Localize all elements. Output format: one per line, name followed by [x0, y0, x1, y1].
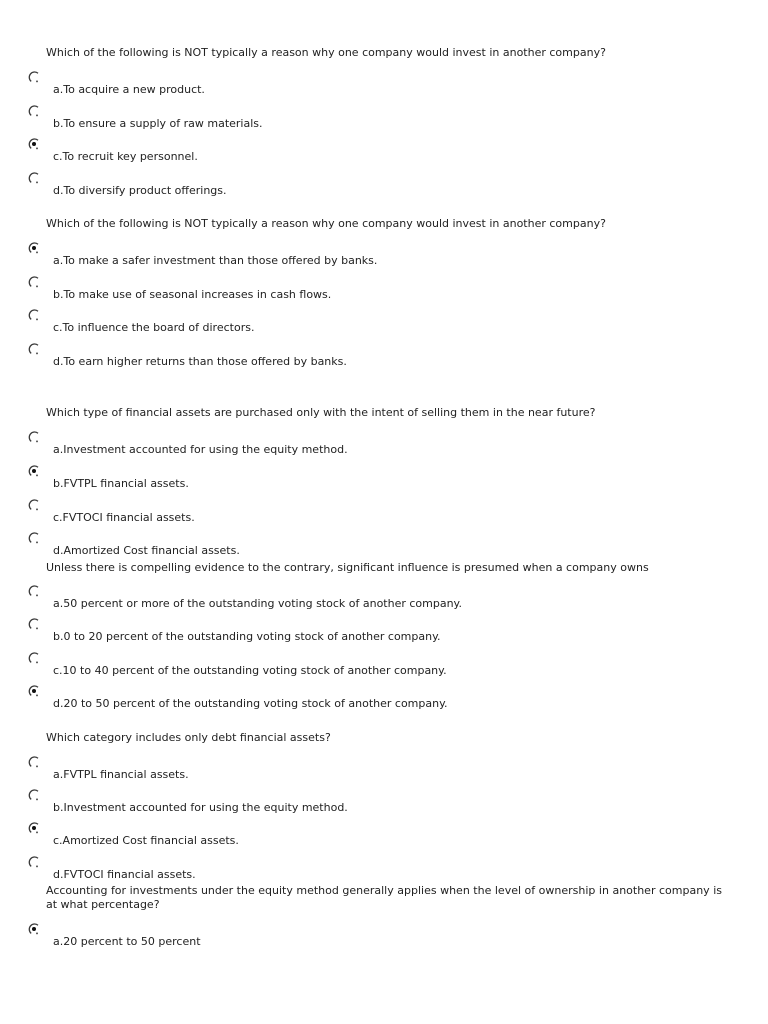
answer-option-label: c.10 to 40 percent of the outstanding voting stock of another company.	[53, 664, 447, 677]
answer-option[interactable]	[0, 531, 768, 565]
answer-option-label: a.Investment accounted for using the equity method.	[53, 443, 348, 456]
question-text: Unless there is compelling evidence to the contrary, significant influence is presumed when a company owns	[46, 561, 649, 574]
question-text: Which type of financial assets are purchased only with the intent of selling them in the near future?	[46, 406, 596, 419]
answer-option[interactable]	[0, 755, 768, 789]
answer-option[interactable]	[0, 342, 768, 376]
answer-option[interactable]	[0, 617, 768, 651]
radio-dot	[32, 469, 36, 473]
radio-button[interactable]	[27, 684, 41, 698]
answer-option-label: a.50 percent or more of the outstanding voting stock of another company.	[53, 597, 462, 610]
answer-option[interactable]	[0, 137, 768, 171]
radio-button[interactable]	[27, 821, 41, 835]
radio-button[interactable]	[27, 241, 41, 255]
answer-option-label: a.To make a safer investment than those offered by banks.	[53, 254, 378, 267]
answer-option-label: b.0 to 20 percent of the outstanding voting stock of another company.	[53, 630, 441, 643]
radio-dot	[32, 689, 36, 693]
answer-option[interactable]	[0, 922, 768, 956]
answer-option[interactable]	[0, 171, 768, 205]
radio-button[interactable]	[27, 104, 41, 118]
question-text: Which of the following is NOT typically a reason why one company would invest in another company?	[46, 217, 606, 230]
answer-option-label: b.To ensure a supply of raw materials.	[53, 117, 263, 130]
answer-option[interactable]	[0, 275, 768, 309]
radio-button[interactable]	[27, 275, 41, 289]
answer-option[interactable]	[0, 584, 768, 618]
answer-option-label: c.FVTOCI financial assets.	[53, 511, 195, 524]
answer-option[interactable]	[0, 651, 768, 685]
radio-dot	[32, 246, 36, 250]
radio-button[interactable]	[27, 308, 41, 322]
answer-option-label: b.FVTPL financial assets.	[53, 477, 189, 490]
answer-option[interactable]	[0, 70, 768, 104]
answer-option-label: b.To make use of seasonal increases in cash flows.	[53, 288, 332, 301]
answer-option-label: d.FVTOCI financial assets.	[53, 868, 196, 881]
answer-option[interactable]	[0, 821, 768, 855]
radio-dot	[32, 826, 36, 830]
answer-option-label: d.To earn higher returns than those offered by banks.	[53, 355, 347, 368]
answer-option[interactable]	[0, 498, 768, 532]
answer-option-label: d.Amortized Cost financial assets.	[53, 544, 240, 557]
answer-option[interactable]	[0, 430, 768, 464]
radio-button[interactable]	[27, 531, 41, 545]
question-text: Accounting for investments under the equity method generally applies when the level of ownership in another company is at what percentage?	[46, 884, 722, 911]
answer-option-label: b.Investment accounted for using the equity method.	[53, 801, 348, 814]
answer-option-label: c.To influence the board of directors.	[53, 321, 255, 334]
radio-button[interactable]	[27, 464, 41, 478]
radio-button[interactable]	[27, 617, 41, 631]
answer-option-label: a.20 percent to 50 percent	[53, 935, 201, 948]
radio-button[interactable]	[27, 498, 41, 512]
question-text: Which of the following is NOT typically a reason why one company would invest in another company?	[46, 46, 606, 59]
answer-option-label: d.To diversify product offerings.	[53, 184, 227, 197]
radio-button[interactable]	[27, 137, 41, 151]
answer-option-label: a.To acquire a new product.	[53, 83, 205, 96]
answer-option-label: a.FVTPL financial assets.	[53, 768, 189, 781]
answer-option[interactable]	[0, 464, 768, 498]
answer-option[interactable]	[0, 308, 768, 342]
answer-option[interactable]	[0, 104, 768, 138]
radio-button[interactable]	[27, 922, 41, 936]
answer-option-label: c.Amortized Cost financial assets.	[53, 834, 239, 847]
radio-button[interactable]	[27, 430, 41, 444]
radio-button[interactable]	[27, 788, 41, 802]
answer-option[interactable]	[0, 241, 768, 275]
answer-option[interactable]	[0, 684, 768, 718]
answer-option-label: d.20 to 50 percent of the outstanding voting stock of another company.	[53, 697, 448, 710]
radio-button[interactable]	[27, 342, 41, 356]
radio-dot	[32, 927, 36, 931]
question-text: Which category includes only debt financial assets?	[46, 731, 331, 744]
radio-dot	[32, 142, 36, 146]
radio-button[interactable]	[27, 171, 41, 185]
radio-button[interactable]	[27, 755, 41, 769]
answer-option[interactable]	[0, 788, 768, 822]
radio-button[interactable]	[27, 584, 41, 598]
answer-option-label: c.To recruit key personnel.	[53, 150, 198, 163]
radio-button[interactable]	[27, 855, 41, 869]
radio-button[interactable]	[27, 70, 41, 84]
radio-button[interactable]	[27, 651, 41, 665]
